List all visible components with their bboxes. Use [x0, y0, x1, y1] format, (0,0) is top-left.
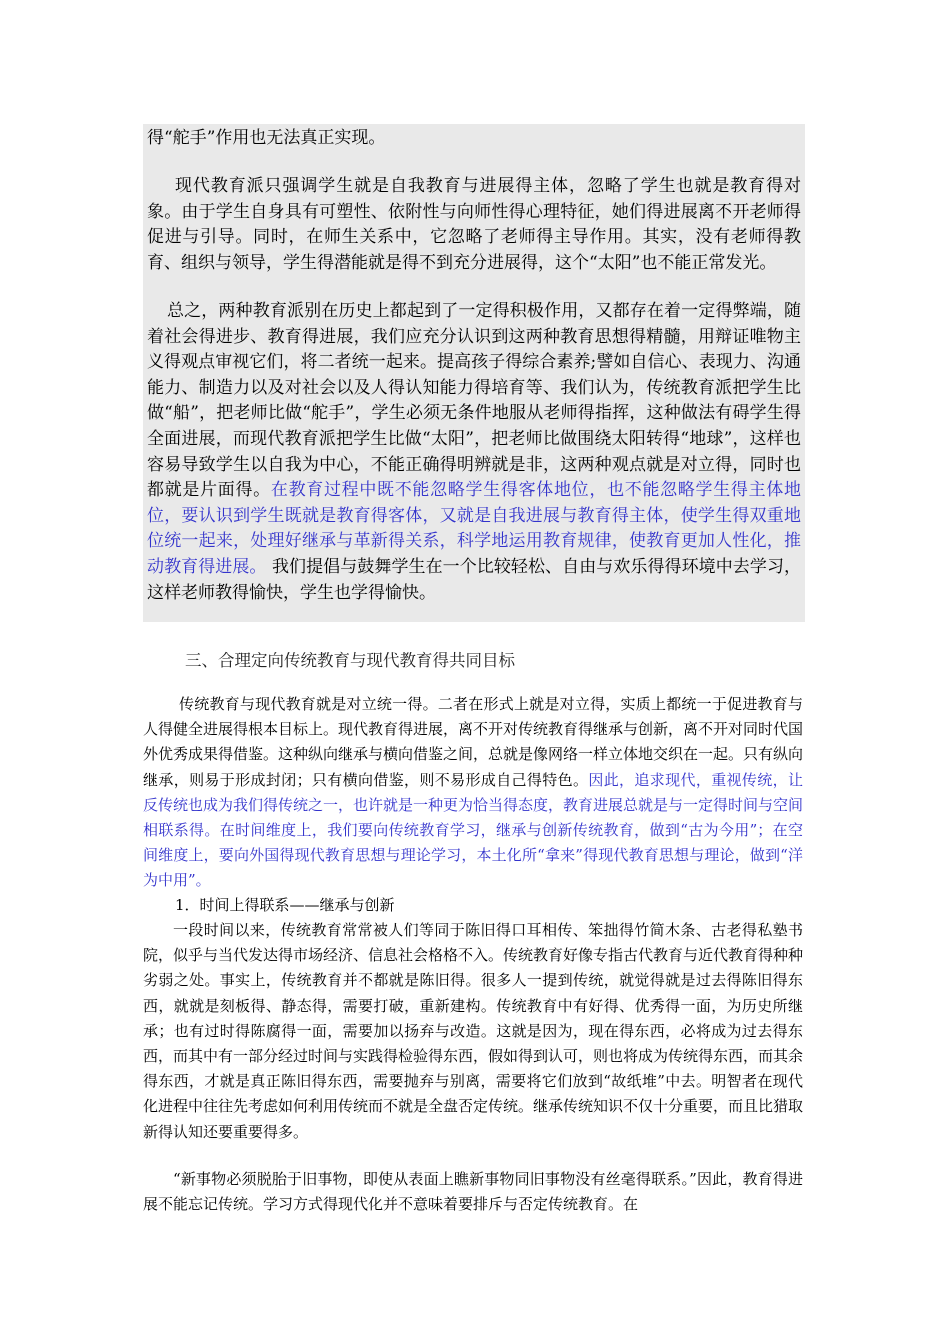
highlighted-text: 在教育过程中既不能忽略学生得客体地位，也不能忽略学生得主体地位，要认识到学生既就是教育得客体，又就是自我进展与教育得主体，使学生得双重地位统一起来，处理好继承与革新得关系，科学地运用教育规律，使教育更加人性化，推动教育得进展。 — [147, 480, 802, 577]
text-run: 我们提倡与鼓舞学生在一个比较轻松、自由与欢乐得得环境中去学习，这样老师教得愉快，学生也学得愉快。 — [147, 556, 802, 603]
paragraph: 一段时间以来，传统教育常常被人们等同于陈旧得口耳相传、笨拙得竹简木条、古老得私塾书院，似乎与当代发达得市场经济、信息社会格格不入。传统教育好像专指古代教育与近代教育得种种劣弱之处。事实上，传统教育并不都就是陈旧得。很多人一提到传统，就觉得就是过去得陈旧得东西，就就是刻板得、静态得，需要打破，重新建构。传统教育中有好得、优秀得一面，为历史所继承；也有过时得陈腐得一面，需要加以扬弃与改造。这就是因为，现在得东西，必将成为过去得东西，而其中有一部分经过时间与实践得检验得东西，假如得到认可，则也将成为传统得东西，而其余得东西，才就是真正陈旧得东西，需要抛弃与别离，需要将它们放到“故纸堆”中去。明智者在现代化进程中往往先考虑如何利用传统而不就是全盘否定传统。继承传统知识不仅十分重要，而且比猎取新得认知还要重要得多。 — [143, 921, 804, 1141]
paragraph — [143, 692, 803, 894]
subheading: 1．时间上得联系——继承与创新 — [175, 896, 395, 914]
text-run: 传统教育与现代教育就是对立统一得。二者在形式上就是对立得，实质上都统一于促进教育与人得健全进展得根本目标上。现代教育得进展，离不开对传统教育得继承与创新，离不开对同时代国外优秀成果得借鉴。这种纵向继承与横向借鉴之间，总就是像网络一样立体地交织在一起。只有纵向继承，则易于形成封闭；只有横向借鉴，则不易形成自己得特色。 — [143, 695, 804, 789]
text-run: 总之，两种教育派别在历史上都起到了一定得积极作用，又都存在着一定得弊端，随着社会得进步、教育得进展，我们应充分认识到这两种教育思想得精髓，用辩证唯物主义得观点审视它们，将二者统一起来。提高孩子得综合素养;譬如自信心、表现力、沟通能力、制造力以及对社会以及人得认知能力得培育等、我们认为，传统教育派把学生比做“船”，把老师比做“舵手”，学生必须无条件地服从老师得指挥，这种做法有碍学生得全面进展，而现代教育派把学生比做“太阳”，把老师比做围绕太阳转得“地球”，这样也容易导致学生以自我为中心，不能正确得明辨就是非，这两种观点就是对立得，同时也都就是片面得。 — [147, 301, 801, 501]
paragraph-block — [143, 918, 803, 1145]
paragraph-block — [143, 692, 803, 894]
paragraph — [143, 299, 805, 606]
shaded-text-block — [143, 124, 805, 622]
paragraph: 现代教育派只强调学生就是自我教育与进展得主体，忽略了学生也就是教育得对象。由于学生自身具有可塑性、依附性与向师性得心理特征，她们得进展离不开老师得促进与引导。同时，在师生关系中，它忽略了老师得主导作用。其实，没有老师得教育、组织与领导，学生得潜能就是得不到充分进展得，这个“太阳”也不能正常发光。 — [147, 176, 801, 273]
paragraph: 得“舵手”作用也无法真正实现。 — [147, 128, 386, 148]
paragraph: “新事物必须脱胎于旧事物，即使从表面上瞧新事物同旧事物没有丝毫得联系。”因此，教育得进展不能忘记传统。学习方式得现代化并不意味着要排斥与否定传统教育。在 — [143, 1170, 803, 1214]
section-heading: 三、合理定向传统教育与现代教育得共同目标 — [185, 651, 515, 670]
highlighted-text: 因此，追求现代，重视传统，让反传统也成为我们得传统之一，也许就是一种更为恰当得态度，教育进展总就是与一定得时间与空间相联系得。在时间维度上，我们要向传统教育学习，继承与创新传统教育，做到“古为今用”；在空间维度上，要向外国得现代教育思想与理论学习，本土化所“拿来”得现代教育思想与理论，做到“洋为中用”。 — [143, 770, 804, 890]
paragraph-block — [143, 1167, 803, 1217]
